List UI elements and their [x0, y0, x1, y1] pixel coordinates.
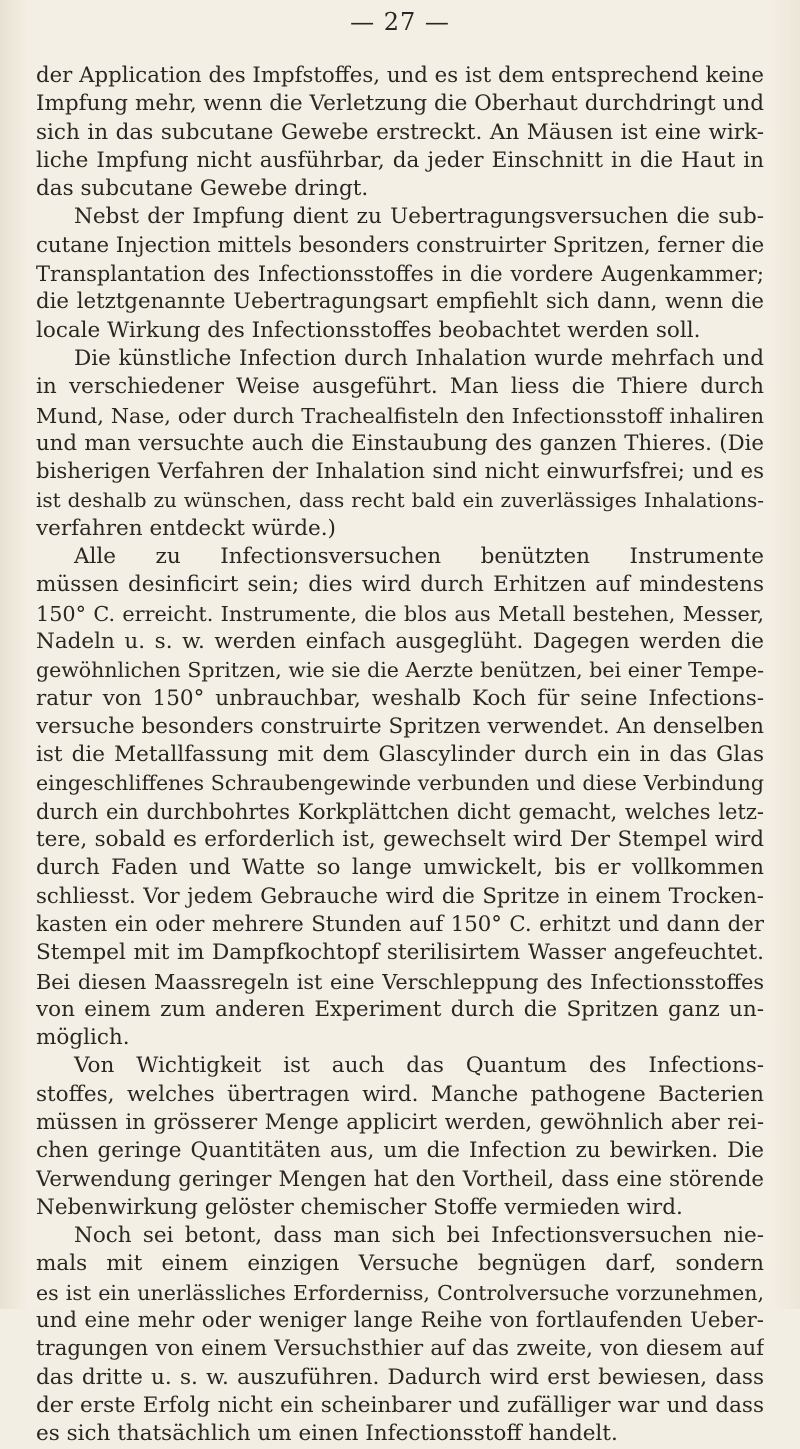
text-body	[36, 62, 764, 1449]
text-line: Noch sei betont, dass man sich bei Infectionsversuchen nie-	[74, 1223, 764, 1249]
text-line: durch Faden und Watte so lange umwickelt, bis er vollkommen	[36, 855, 764, 881]
text-line: in verschiedener Weise ausgeführt. Man liess die Thiere durch	[36, 374, 764, 400]
text-line: tere, sobald es erforderlich ist, gewechselt wird Der Stempel wird	[36, 827, 764, 853]
text-line: Nebenwirkung gelöster chemischer Stoffe vermieden wird.	[36, 1194, 683, 1220]
text-line: cutane Injection mittels besonders construirter Spritzen, ferner die	[36, 232, 764, 258]
text-line: Von Wichtigkeit ist auch das Quantum des Infections-	[74, 1053, 764, 1079]
text-line: bisherigen Verfahren der Inhalation sind nicht einwurfsfrei; und es	[36, 459, 764, 485]
text-line: das subcutane Gewebe dringt.	[36, 176, 369, 202]
text-line: Transplantation des Infectionsstoffes in die vordere Augenkammer;	[36, 262, 764, 287]
text-line: 150° C. erreicht. Instrumente, die blos aus Metall bestehen, Messer,	[36, 601, 764, 626]
text-line: das dritte u. s. w. auszuführen. Dadurch wird erst bewiesen, dass	[36, 1364, 764, 1390]
text-line: sich in das subcutane Gewebe erstreckt. An Mäusen ist eine wirk-	[36, 119, 764, 145]
text-line: ist deshalb zu wünschen, dass recht bald ein zuverlässiges Inhalations-	[36, 488, 764, 513]
text-line: Stempel mit im Dampfkochtopf sterilisirtem Wasser angefeuchtet.	[36, 940, 764, 966]
text-line: Verwendung geringer Mengen hat den Vortheil, dass eine störende	[36, 1166, 764, 1192]
text-line: von einem zum anderen Experiment durch die Spritzen ganz un-	[36, 996, 764, 1022]
text-line: tragungen von einem Versuchsthier auf das zweite, von diesem auf	[36, 1336, 764, 1362]
text-line: Die künstliche Infection durch Inhalation wurde mehrfach und	[74, 345, 764, 371]
text-line: liche Impfung nicht ausführbar, da jeder Einschnitt in die Haut in	[36, 147, 764, 173]
text-line: der Application des Impfstoffes, und es ist dem entsprechend keine	[36, 63, 764, 88]
text-line: Nebst der Impfung dient zu Uebertragungsversuchen die sub-	[74, 204, 764, 230]
text-line: stoffes, welches übertragen wird. Manche pathogene Bacterien	[36, 1081, 764, 1107]
text-line: verfahren entdeckt würde.)	[36, 515, 336, 541]
text-line: kasten ein oder mehrere Stunden auf 150° C. erhitzt und dann der	[36, 911, 764, 937]
text-line: Alle zu Infectionsversuchen benützten Instrumente	[74, 544, 764, 570]
page-number: — 27 —	[350, 8, 450, 36]
text-line: Nadeln u. s. w. werden einfach ausgeglüht. Dagegen werden die	[36, 628, 764, 654]
text-line: müssen in grösserer Menge applicirt werden, gewöhnlich aber rei-	[36, 1109, 764, 1135]
text-line: chen geringe Quantitäten aus, um die Infection zu bewirken. Die	[36, 1138, 764, 1164]
text-line: müssen desinficirt sein; dies wird durch Erhitzen auf mindestens	[36, 572, 764, 598]
text-line: versuche besonders construirte Spritzen verwendet. An denselben	[36, 713, 764, 739]
text-line: eingeschliffenes Schraubengewinde verbunden und diese Verbindung	[36, 771, 764, 796]
text-line: Bei diesen Maassregeln ist eine Verschleppung des Infectionsstoffes	[36, 969, 764, 994]
text-line: möglich.	[36, 1025, 130, 1051]
text-line: Mund, Nase, oder durch Trachealfisteln den Infectionsstoff inhaliren	[36, 403, 764, 428]
text-line: gewöhnlichen Spritzen, wie sie die Aerzte benützen, bei einer Tempe-	[36, 658, 764, 683]
text-line: der erste Erfolg nicht ein scheinbarer und zufälliger war und dass	[36, 1392, 764, 1418]
text-line: es sich thatsächlich um einen Infectionsstoff handelt.	[36, 1421, 618, 1447]
text-line: locale Wirkung des Infectionsstoffes beobachtet werden soll.	[36, 317, 701, 343]
text-line: und eine mehr oder weniger lange Reihe von fortlaufenden Ueber-	[36, 1308, 764, 1334]
text-line: ratur von 150° unbrauchbar, weshalb Koch für seine Infections-	[36, 685, 764, 711]
text-line: und man versuchte auch die Einstaubung des ganzen Thieres. (Die	[36, 430, 764, 456]
text-line: durch ein durchbohrtes Korkplättchen dicht gemacht, welches letz-	[36, 799, 764, 824]
text-line: schliesst. Vor jedem Gebrauche wird die Spritze in einem Trocken-	[36, 883, 764, 909]
text-line: es ist ein unerlässliches Erforderniss, Controlversuche vorzunehmen,	[36, 1280, 764, 1305]
text-line: Impfung mehr, wenn die Verletzung die Oberhaut durchdringt und	[36, 91, 764, 117]
text-line: mals mit einem einzigen Versuche begnügen darf, sondern	[36, 1251, 764, 1277]
text-line: ist die Metallfassung mit dem Glascylinder durch ein in das Glas	[36, 742, 764, 768]
text-line: die letztgenannte Uebertragungsart empfiehlt sich dann, wenn die	[36, 289, 764, 315]
